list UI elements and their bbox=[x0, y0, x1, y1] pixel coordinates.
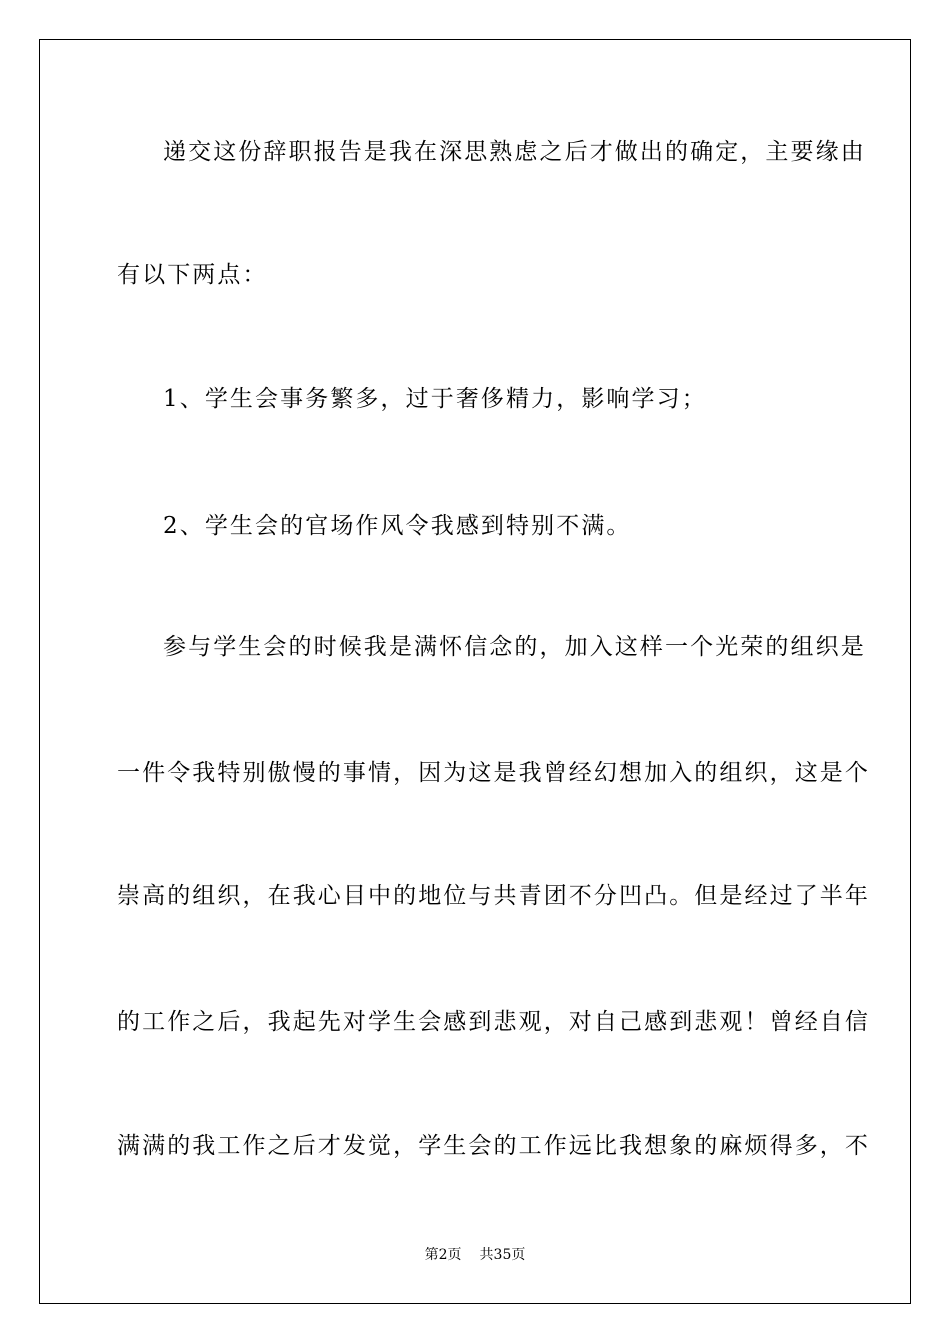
paragraph-line: 崇高的组织，在我心目中的地位与共青团不分凹凸。但是经过了半年 bbox=[117, 883, 870, 909]
paragraph-line: 的工作之后，我起先对学生会感到悲观，对自己感到悲观！曾经自信 bbox=[117, 1009, 870, 1035]
list-item: 2、学生会的官场作风令我感到特别不满。 bbox=[163, 513, 632, 539]
page-footer bbox=[0, 1246, 950, 1264]
paragraph-line: 一件令我特别傲慢的事情，因为这是我曾经幻想加入的组织，这是个 bbox=[117, 760, 870, 786]
page-number: 第2页 bbox=[424, 1247, 462, 1263]
paragraph-line: 参与学生会的时候我是满怀信念的，加入这样一个光荣的组织是 bbox=[163, 634, 866, 660]
list-item: 1、学生会事务繁多，过于奢侈精力，影响学习； bbox=[163, 386, 707, 412]
page-border bbox=[39, 39, 911, 1304]
paragraph-line: 满满的我工作之后才发觉，学生会的工作远比我想象的麻烦得多，不 bbox=[117, 1133, 870, 1159]
paragraph-line: 有以下两点： bbox=[117, 262, 268, 288]
paragraph-line: 递交这份辞职报告是我在深思熟虑之后才做出的确定，主要缘由 bbox=[163, 139, 866, 165]
total-pages: 共35页 bbox=[479, 1247, 526, 1263]
